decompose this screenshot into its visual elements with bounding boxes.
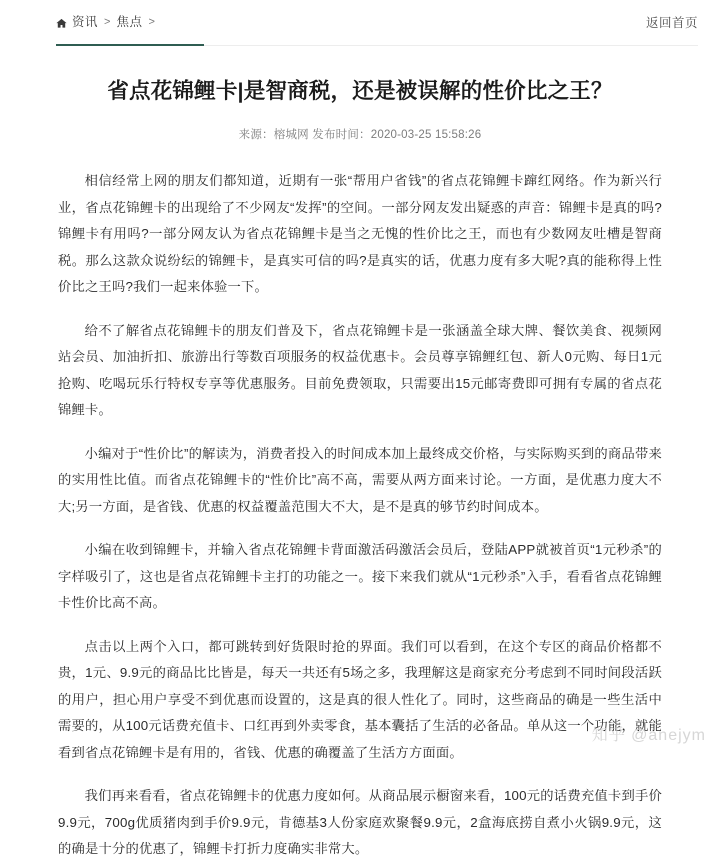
article-paragraph: 点击以上两个入口，都可跳转到好货限时抢的界面。我们可以看到，在这个专区的商品价格都不贵，1元、9.9元的商品比比皆是，每天一共还有5场之多，我理解这是商家充分考虑到不同时间段活跃的用户，担心用户享受不到优惠而设置的，这是真的很人性化了。同时，这些商品的确是一些生活中需要的，从100元话费充值卡、口红再到外卖零食，基本囊括了生活的必备品。单从这一个功能，就能看到省点花锦鲤卡是有用的，省钱、优惠的确覆盖了生活方方面面。 xyxy=(58,638,662,760)
home-icon[interactable] xyxy=(56,18,67,29)
article-paragraphs xyxy=(58,168,662,863)
article-meta xyxy=(58,126,662,142)
article-paragraph: 相信经常上网的朋友们都知道，近期有一张“帮用户省钱”的省点花锦鲤卡蹿红网络。作为新兴行业，省点花锦鲤卡的出现给了不少网友“发挥”的空间。一部分网友发出疑惑的声音：锦鲤卡是真的吗?锦鲤卡有用吗?一部分网友认为省点花锦鲤卡是当之无愧的性价比之王，而也有少数网友吐槽是智商税。那么这款众说纷纭的锦鲤卡，是真实可信的吗?是真实的话，优惠力度有多大呢?真的能称得上性价比之王吗?我们一起来体验一下。 xyxy=(58,173,662,295)
article-paragraph: 我们再来看看，省点花锦鲤卡的优惠力度如何。从商品展示橱窗来看，100元的话费充值卡到手价9.9元，700g优质猪肉到手价9.9元，肯德基3人份家庭欢聚餐9.9元，2盒海底捞自煮小火锅9.9元，这的确是十分的优惠了，锦鲤卡打折力度确实非常大。 xyxy=(58,788,662,857)
article-paragraph: 给不了解省点花锦鲤卡的朋友们普及下，省点花锦鲤卡是一张涵盖全球大牌、餐饮美食、视频网站会员、加油折扣、旅游出行等数百项服务的权益优惠卡。会员尊享锦鲤红包、新人0元购、每日1元抢购、吃喝玩乐行特权专享等优惠服务。目前免费领取，只需要出15元邮寄费即可拥有专属的省点花锦鲤卡。 xyxy=(58,322,662,418)
breadcrumb xyxy=(56,16,156,29)
breadcrumb-divider xyxy=(56,44,698,47)
divider-active-segment xyxy=(56,44,204,46)
article-body xyxy=(0,77,720,863)
breadcrumb-separator-1: > xyxy=(104,15,111,28)
return-home-link[interactable]: 返回首页 xyxy=(645,16,698,30)
page-title: 省点花锦鲤卡|是智商税，还是被误解的性价比之王？ xyxy=(107,79,613,103)
breadcrumb-item-news[interactable]: 资讯 xyxy=(72,14,99,29)
article-paragraph: 小编在收到锦鲤卡，并输入省点花锦鲤卡背面激活码激活会员后，登陆APP就被首页“1元秒杀”的字样吸引了，这也是省点花锦鲤卡主打的功能之一。接下来我们就从“1元秒杀”入手，看看省点花锦鲤卡性价比高不高。 xyxy=(58,542,662,611)
zhihu-watermark: 知乎 @anejym xyxy=(591,727,706,744)
article-publish-time: 发布时间：2020-03-25 15:58:26 xyxy=(312,129,482,142)
breadcrumb-bar xyxy=(0,0,720,44)
breadcrumb-separator-2: > xyxy=(148,15,155,28)
article-source: 来源：榕城网 xyxy=(238,129,309,142)
article-paragraph: 小编对于“性价比”的解读为，消费者投入的时间成本加上最终成交价格，与实际购买到的商品带来的实用性比值。而省点花锦鲤卡的“性价比”高不高，需要从两方面来讨论。一方面，是优惠力度大不大;另一方面，是省钱、优惠的权益覆盖范围大不大，是不是真的够节约时间成本。 xyxy=(58,445,662,514)
breadcrumb-item-focus[interactable]: 焦点 xyxy=(116,14,143,29)
